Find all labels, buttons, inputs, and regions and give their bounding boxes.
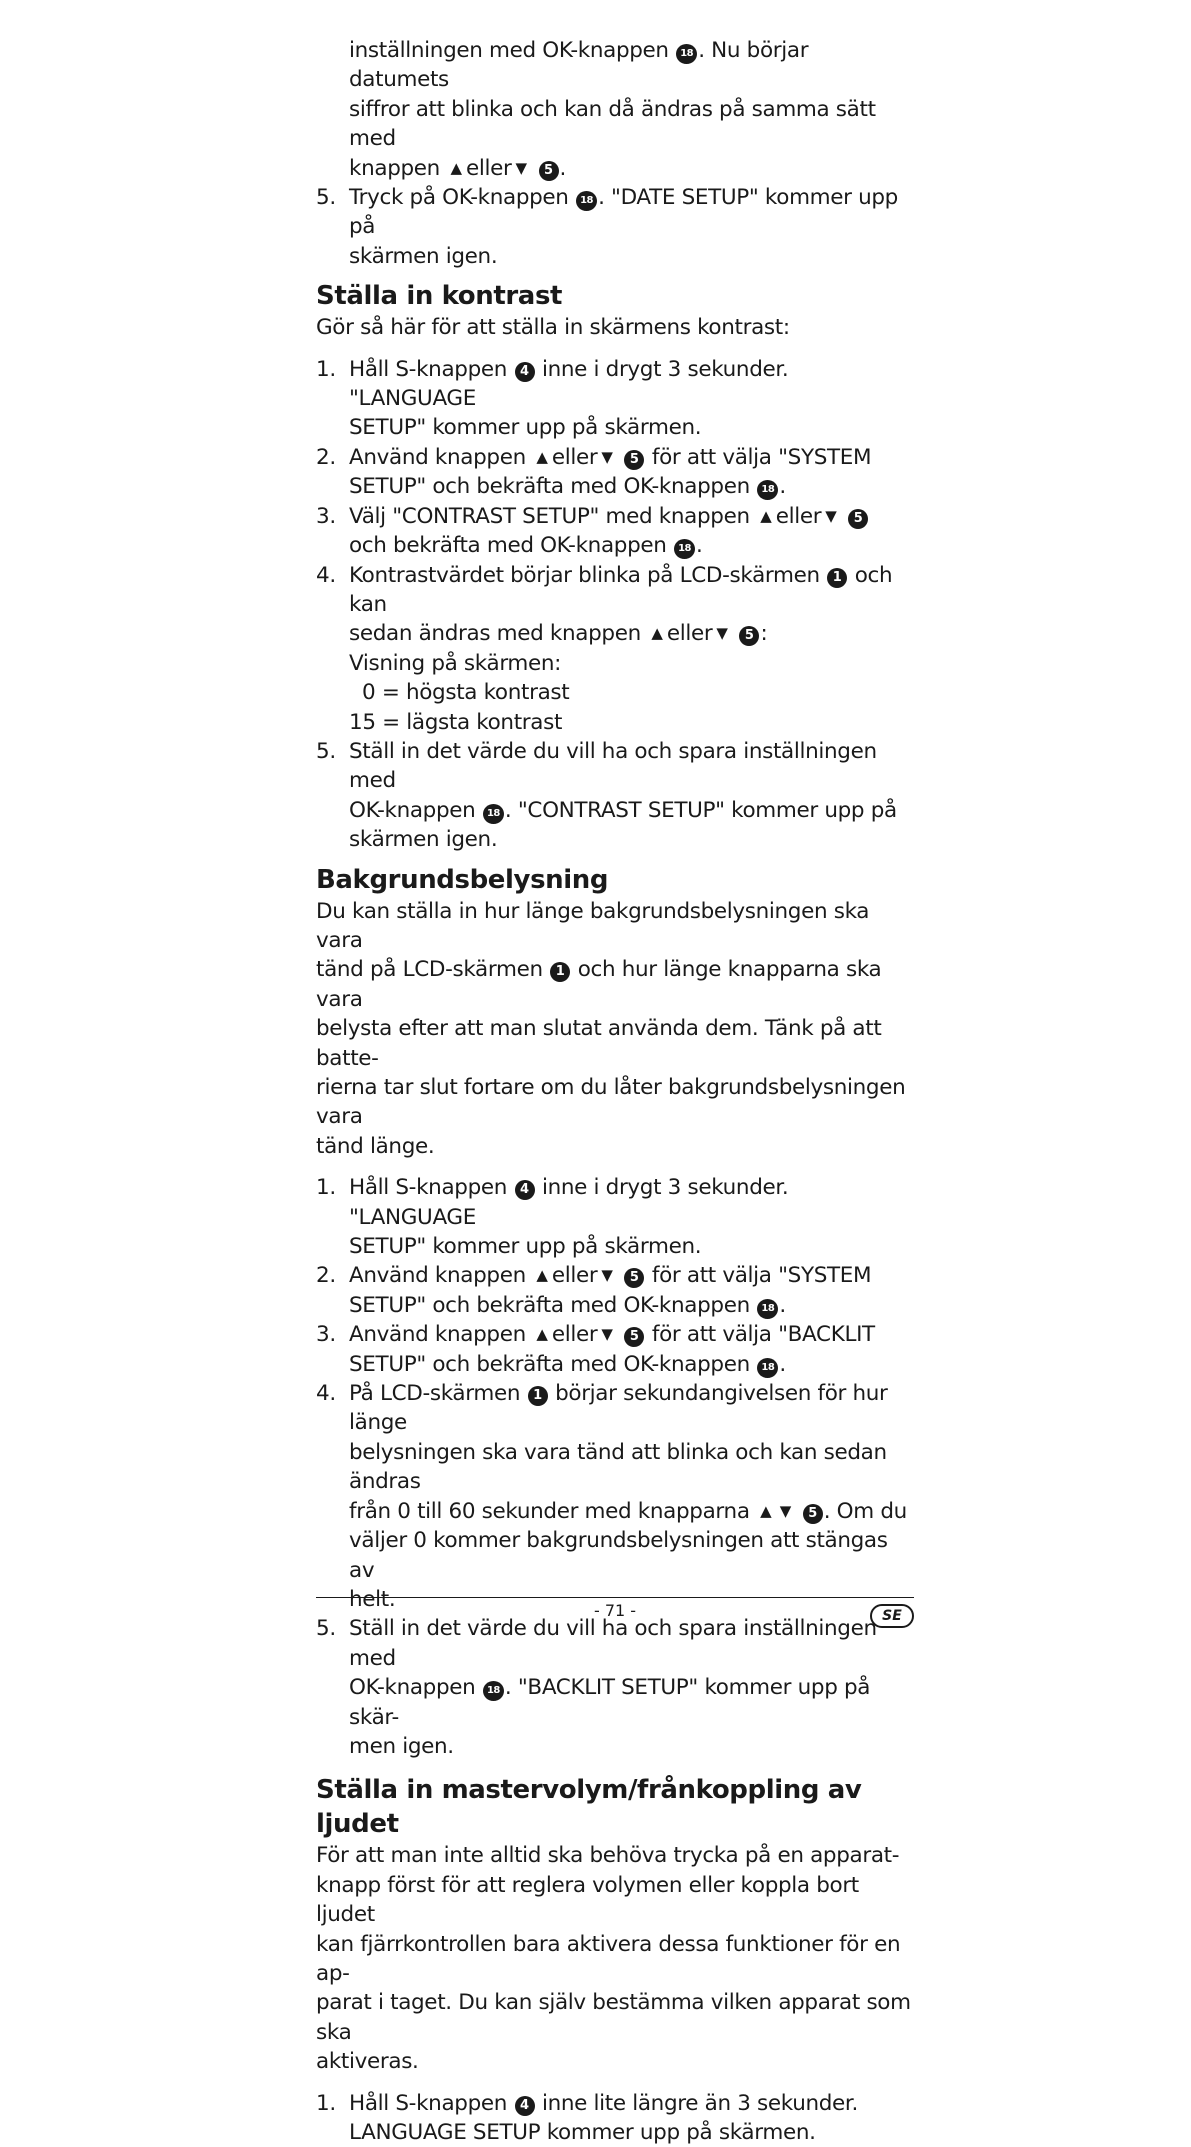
master-volume-intro: För att man inte alltid ska behöva trycka på en apparat- knapp först för att reglera volymen eller koppla bort ljudet kan fjärrkontrollen bara aktivera dessa funktioner för en ap- parat i taget. Du kan själv bestämma vilken apparat som ska aktiveras. xyxy=(316,1843,911,2075)
up-arrow-icon: ▲ xyxy=(760,1501,772,1520)
list-item: 3. Välj "CONTRAST SETUP" med knappen ▲ eller ▼ 5 och bekräfta med OK-knappen 18 . xyxy=(316,502,914,561)
list-item: 3. Använd knappen ▲ eller ▼ 5 för att välja "BACKLIT SETUP" och bekräfta med OK-knappen 18 . xyxy=(316,1322,875,1377)
button-4-icon: 4 xyxy=(515,1180,535,1200)
up-arrow-icon: ▲ xyxy=(536,1266,548,1285)
language-badge: SE xyxy=(870,1604,914,1628)
list-item: 4. På LCD-skärmen 1 börjar sekundangivelsen för hur länge belysningen ska vara tänd att blinka och kan sedan ändras från 0 till 60 sekunder med knapparna ▲ ▼ 5 . Om du väljer 0 kommer bakgrundsbelysningen att stängas av helt. xyxy=(316,1381,907,1612)
list-item: 5. Ställ in det värde du vill ha och spara inställningen med OK-knappen 18 . "CONTRAST SETUP" kommer upp på skärmen igen. xyxy=(316,738,897,853)
button-1-icon: 1 xyxy=(528,1386,548,1406)
button-18-icon: 18 xyxy=(674,539,695,559)
button-4-icon: 4 xyxy=(515,362,535,382)
up-arrow-icon: ▲ xyxy=(651,624,663,643)
button-18-icon: 18 xyxy=(576,191,597,211)
up-arrow-icon: ▲ xyxy=(760,506,772,525)
down-arrow-icon: ▼ xyxy=(825,506,837,525)
down-arrow-icon: ▼ xyxy=(601,1325,613,1344)
page-footer xyxy=(316,1597,914,1624)
page-number: - 71 - xyxy=(593,1601,637,1620)
manual-page xyxy=(316,36,914,2147)
button-5-icon: 5 xyxy=(624,450,644,470)
list-item: 1. Håll S-knappen 4 inne i drygt 3 sekunder. "LANGUAGE SETUP" kommer upp på skärmen. xyxy=(316,1175,789,1260)
down-arrow-icon: ▼ xyxy=(515,158,528,177)
button-5-icon: 5 xyxy=(624,1268,644,1288)
button-1-icon: 1 xyxy=(550,962,570,982)
down-arrow-icon: ▼ xyxy=(716,624,728,643)
contrast-steps xyxy=(316,355,914,855)
button-4-icon: 4 xyxy=(515,2096,535,2116)
backlight-steps xyxy=(316,1173,914,1761)
step-text: inställningen med OK-knappen 18 . Nu börjar datumets siffror att blinka och kan då ändras på samma sätt med knappen ▲ eller ▼ 5 . xyxy=(349,36,914,183)
button-5-icon: 5 xyxy=(848,509,868,529)
button-5-icon: 5 xyxy=(803,1504,823,1524)
list-item: 4. Kontrastvärdet börjar blinka på LCD-skärmen 1 och kan sedan ändras med knappen ▲ eller ▼ 5 : Visning på skärmen: 0 = högsta kontrast 15 = lägsta kontrast xyxy=(316,562,893,735)
button-18-icon: 18 xyxy=(757,1299,778,1319)
list-item: 5. Tryck på OK-knappen 18 . "DATE SETUP" kommer upp på skärmen igen. xyxy=(316,185,898,269)
date-setup-steps-continued xyxy=(316,36,914,271)
master-volume-steps xyxy=(316,2089,914,2147)
backlight-intro: Du kan ställa in hur länge bakgrundsbelysningen ska vara tänd på LCD-skärmen 1 och hur länge knapparna ska vara belysta efter att man slutat använda dem. Tänk på att batte- rierna tar slut fortare om du låter bakgrundsbelysningen vara tänd länge. xyxy=(316,898,906,1159)
button-1-icon: 1 xyxy=(827,568,847,588)
down-arrow-icon: ▼ xyxy=(779,1501,792,1520)
button-5-icon: 5 xyxy=(624,1327,644,1347)
section-heading-backlight: Bakgrundsbelysning xyxy=(316,864,609,895)
list-item: 1. Håll S-knappen 4 inne lite längre än 3 sekunder. LANGUAGE SETUP kommer upp på skärmen. xyxy=(316,2090,858,2145)
list-item xyxy=(316,36,914,183)
button-18-icon: 18 xyxy=(757,1358,778,1378)
button-18-icon: 18 xyxy=(483,804,504,824)
button-18-icon: 18 xyxy=(483,1681,504,1701)
up-arrow-icon: ▲ xyxy=(536,447,548,466)
button-18-icon: 18 xyxy=(757,480,778,500)
button-5-icon: 5 xyxy=(539,161,559,181)
down-arrow-icon: ▼ xyxy=(601,447,613,466)
section-heading-contrast: Ställa in kontrast xyxy=(316,281,563,312)
list-item: 5. Ställ in det värde du vill ha och spara inställningen med OK-knappen 18 . "BACKLIT SETUP" kommer upp på skär- men igen. xyxy=(316,1616,877,1759)
list-item: 1. Håll S-knappen 4 inne i drygt 3 sekunder. "LANGUAGE SETUP" kommer upp på skärmen. xyxy=(316,356,789,441)
button-18-icon: 18 xyxy=(676,44,697,64)
button-5-icon: 5 xyxy=(739,626,759,646)
down-arrow-icon: ▼ xyxy=(601,1266,613,1285)
contrast-intro: Gör så här för att ställa in skärmens kontrast: xyxy=(316,315,790,341)
step-number: 5. xyxy=(316,185,336,211)
list-item: 2. Använd knappen ▲ eller ▼ 5 för att välja "SYSTEM SETUP" och bekräfta med OK-knappen 18 . xyxy=(316,444,872,500)
up-arrow-icon: ▲ xyxy=(536,1325,548,1344)
list-item: 2. Använd knappen ▲ eller ▼ 5 för att välja "SYSTEM SETUP" och bekräfta med OK-knappen 18 . xyxy=(316,1263,872,1318)
section-heading-master-volume: Ställa in mastervolym/frånkoppling av ljudet xyxy=(316,1775,862,1840)
up-arrow-icon: ▲ xyxy=(450,158,462,177)
